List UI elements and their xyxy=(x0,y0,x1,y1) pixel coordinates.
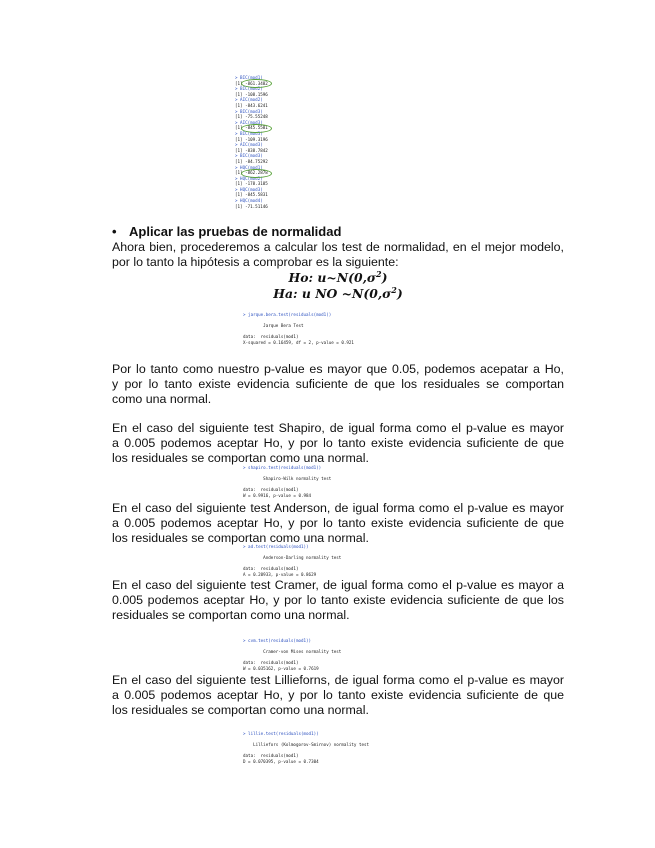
highlight-ring-2 xyxy=(241,124,272,133)
alt-hypothesis-label: Ha xyxy=(273,286,293,301)
console-line: [1] -845.5581 xyxy=(235,125,268,131)
cramer-console xyxy=(243,638,341,672)
console-line: Lilliefors (Kolmogorov-Smirnov) normality test xyxy=(243,742,370,748)
console-line: > HQC(mod3) xyxy=(235,186,263,192)
console-line: data: residuals(mod1) xyxy=(243,660,299,666)
console-line: > BIC(mod2) xyxy=(235,86,263,92)
paragraph-line: En el caso del siguiente test Lillieforns, de igual forma como el p-value es mayor xyxy=(112,673,564,687)
console-line: [1] -75.55248 xyxy=(235,114,268,120)
console-line: [1] -862.2878 xyxy=(235,170,268,176)
console-line: > BIC(mod3) xyxy=(235,153,263,159)
alt-hypothesis-body: : u NO ~N(0,σ xyxy=(293,286,392,301)
shapiro-console xyxy=(243,465,331,499)
console-line: W = 0.035162, p-value = 0.7619 xyxy=(243,665,319,671)
paragraph-line: por lo tanto la hipótesis a comprobar es la siguiente: xyxy=(112,255,399,270)
console-line: > HQC(mod4) xyxy=(235,198,263,204)
paragraph-line: residuales se comportan como una normal. xyxy=(112,608,350,623)
alt-hypothesis-exponent: 2 xyxy=(391,284,397,295)
console-line: > AIC(mod3) xyxy=(235,142,263,148)
console-line: W = 0.9916, p-value = 0.984 xyxy=(243,492,312,498)
highlight-ring-3 xyxy=(241,169,272,178)
console-line: > BIC(mod3) xyxy=(235,130,263,136)
paragraph-line: 0.005 podemos aceptar Ho, y por lo tanto existe evidencia suficiente de que los xyxy=(112,593,564,608)
paragraph-line: los residuales se comportan como una normal. xyxy=(112,531,369,546)
console-line: Jarque Bera Test xyxy=(243,323,304,329)
paragraph-line: Ahora bien, procederemos a calcular los test de normalidad, en el mejor modelo, xyxy=(112,240,564,254)
null-hypothesis-label: Ho xyxy=(288,270,309,285)
console-line: > HQC(mod2) xyxy=(235,175,263,181)
anderson-paragraph xyxy=(112,501,564,547)
section-heading xyxy=(112,224,341,239)
shapiro-paragraph xyxy=(112,421,564,467)
paragraph-line: los residuales se comportan como una normal. xyxy=(112,451,369,466)
paragraph-line: En el caso del siguiente test Shapiro, de igual forma como el p-value es mayor xyxy=(112,421,564,435)
console-line: [1] -71.51146 xyxy=(235,203,268,209)
paragraph-line: a 0.005 podemos aceptar Ho, y por lo tanto existe evidencia suficiente de que xyxy=(112,436,564,451)
console-line: Anderson-Darling normality test xyxy=(243,555,342,561)
console-line: data: residuals(mod1) xyxy=(243,566,299,572)
console-line: > BIC(mod1) xyxy=(235,75,263,80)
jarque-bera-console xyxy=(243,312,354,346)
null-hypothesis xyxy=(112,270,564,285)
section-heading-text: Aplicar las pruebas de normalidad xyxy=(129,224,342,239)
null-hypothesis-body: : u~N(0,σ xyxy=(308,270,377,285)
console-line: > AIC(mod2) xyxy=(235,97,263,103)
console-line: data: residuals(mod1) xyxy=(243,753,299,759)
console-line: > ad.test(residuals(mod1)) xyxy=(243,544,309,549)
console-line: > AIC(mod3) xyxy=(235,119,263,125)
console-line: [1] -178.3185 xyxy=(235,181,268,187)
console-line: [1] -843.6241 xyxy=(235,102,268,108)
console-line: > HQC(mod1) xyxy=(235,164,263,170)
paragraph-line: a 0.005 podemos aceptar Ho, y por lo tanto existe evidencia suficiente de que xyxy=(112,688,564,703)
console-line: > shapiro.test(residuals(mod1)) xyxy=(243,465,322,470)
lilliefors-paragraph xyxy=(112,673,564,719)
paragraph-line: como una normal. xyxy=(112,392,212,407)
console-line: [1] -845.5831 xyxy=(235,192,268,198)
paragraph-line: En el caso del siguiente test Cramer, de igual forma como el p-value es mayor a xyxy=(112,578,564,592)
paragraph-line: los residuales se comportan como una normal. xyxy=(112,703,369,718)
paragraph-line: y por lo tanto existe evidencia suficiente de que los residuales se comportan xyxy=(112,377,564,392)
console-line: [1] -861.3482 xyxy=(235,80,268,86)
paragraph-line: Por lo tanto como nuestro p-value es mayor que 0.05, podemos acepatar a Ho, xyxy=(112,362,564,376)
lilliefors-console xyxy=(243,731,369,765)
paragraph-line: En el caso del siguiente test Anderson, de igual forma como el p-value es mayor xyxy=(112,501,564,515)
console-line: [1] -84.75292 xyxy=(235,158,268,164)
console-line: Shapiro-Wilk normality test xyxy=(243,476,332,482)
console-line: Cramer-von Mises normality test xyxy=(243,649,342,655)
console-line: data: residuals(mod1) xyxy=(243,487,299,493)
highlight-ring-1 xyxy=(241,79,272,88)
bullet-icon: • xyxy=(112,224,117,239)
console-line: A = 0.20933, p-value = 0.8629 xyxy=(243,571,317,577)
console-line: [1] -108.1596 xyxy=(235,91,268,97)
console-line: > BIC(mod3) xyxy=(235,108,263,114)
paragraph-line: a 0.005 podemos aceptar Ho, y por lo tanto existe evidencia suficiente de que xyxy=(112,516,564,531)
console-line: > cvm.test(residuals(mod1)) xyxy=(243,638,312,643)
cramer-paragraph xyxy=(112,578,564,624)
console-line: data: residuals(mod1) xyxy=(243,334,299,340)
intro-paragraph xyxy=(112,240,564,270)
console-line: > jarque.bera.test(residuals(mod1)) xyxy=(243,312,332,317)
jarque-bera-paragraph xyxy=(112,362,564,408)
alt-hypothesis xyxy=(112,286,564,301)
console-line: D = 0.070395, p-value = 0.7304 xyxy=(243,758,319,764)
anderson-console xyxy=(243,544,341,578)
console-line: [1] -838.7842 xyxy=(235,147,268,153)
model-criteria-console xyxy=(235,75,268,209)
console-line: X-squared = 0.16459, df = 2, p-value = 0.921 xyxy=(243,339,354,345)
null-hypothesis-exponent: 2 xyxy=(376,268,382,279)
alt-hypothesis-close: ) xyxy=(396,286,403,301)
null-hypothesis-close: ) xyxy=(381,270,388,285)
console-line: [1] -109.3196 xyxy=(235,136,268,142)
console-line: > lillie.test(residuals(mod1)) xyxy=(243,731,319,736)
